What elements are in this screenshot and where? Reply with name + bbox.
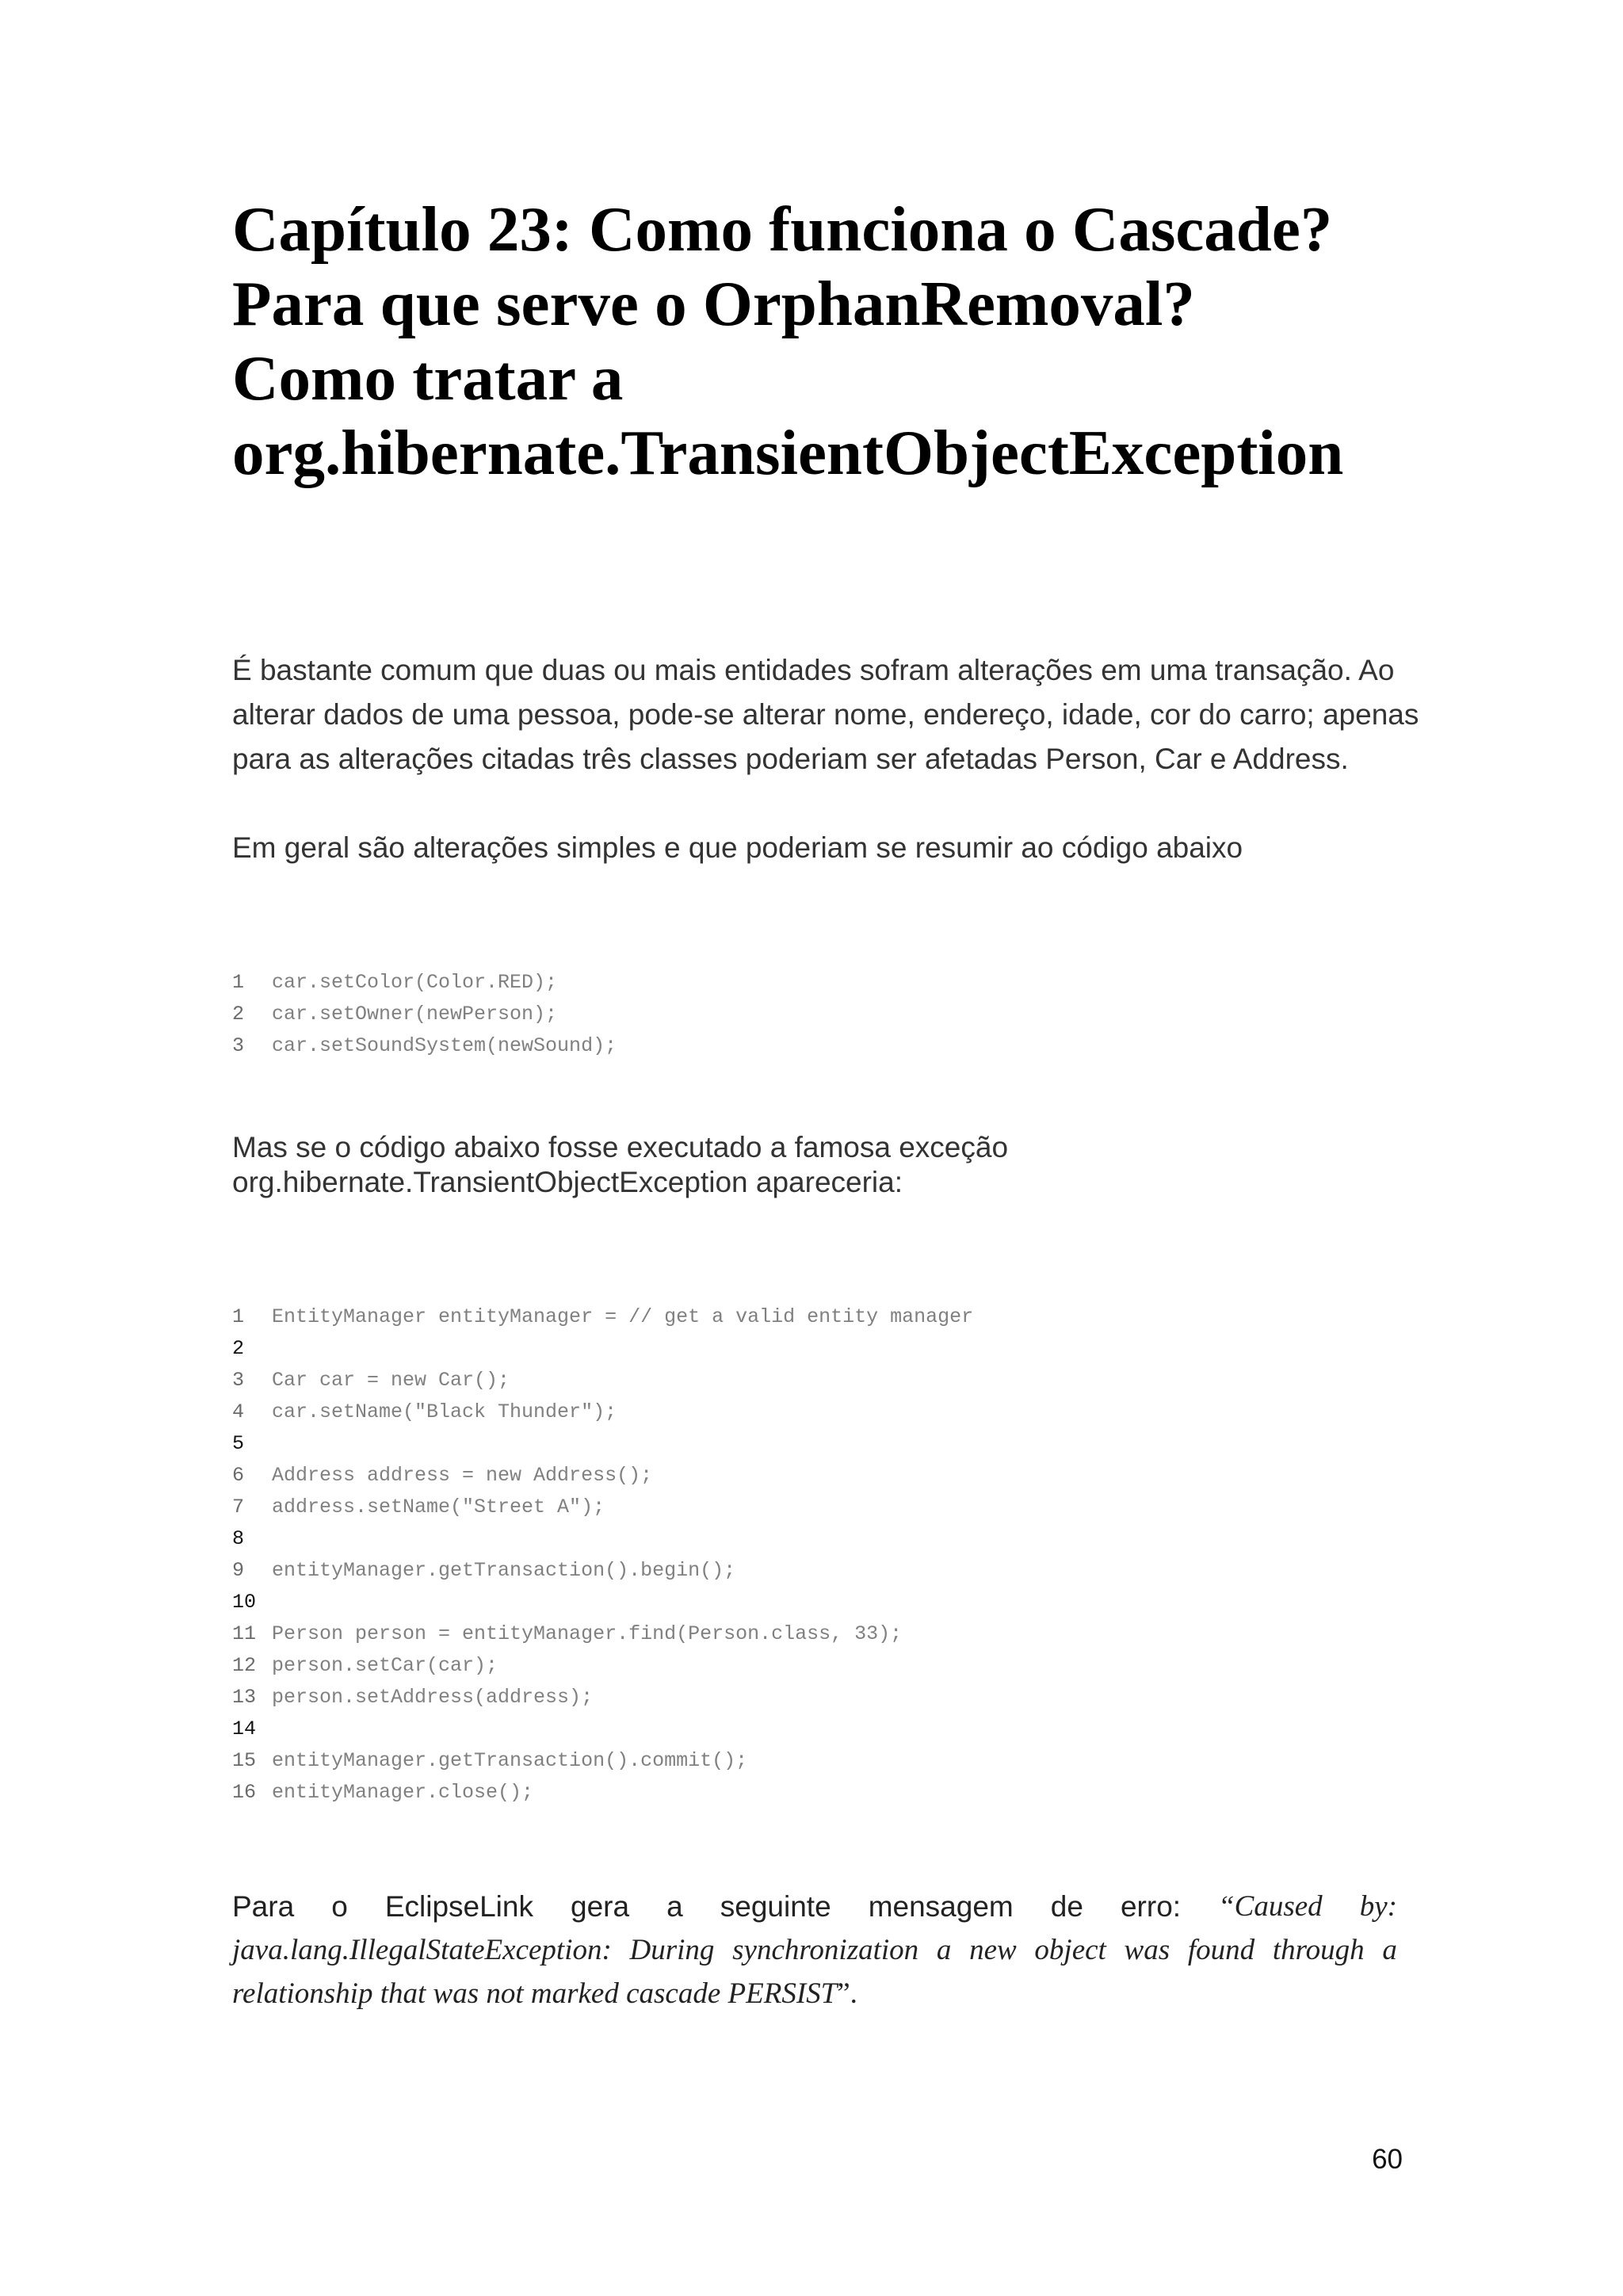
intro-line: para as alterações citadas três classes poderiam ser afetadas Person, Car e Address. (232, 743, 1349, 775)
code-text: EntityManager entityManager = // get a valid entity manager (272, 1305, 974, 1328)
line-number: 12 (232, 1654, 257, 1677)
quoted-word: “Caused (1218, 1890, 1323, 1923)
quoted-word: synchronization (732, 1934, 919, 1966)
code2-line (232, 1682, 1397, 1713)
line-number: 2 (232, 1337, 245, 1360)
quoted-word: found (1187, 1934, 1255, 1966)
intro-line: alterar dados de uma pessoa, pode-se alterar nome, endereço, idade, cor do carro; apenas (232, 698, 1419, 731)
code2-line (232, 1301, 1397, 1333)
code-text: car.setOwner(newPerson); (272, 1003, 558, 1026)
chapter-title (232, 192, 1421, 490)
code-text: car.setName("Black Thunder"); (272, 1400, 617, 1423)
code2-line (232, 1333, 1397, 1365)
code-text: Address address = new Address(); (272, 1464, 653, 1487)
line-number: 9 (232, 1559, 245, 1582)
eclipselink-line-3 (232, 1972, 1397, 2015)
line-number: 1 (232, 971, 245, 994)
line-number: 6 (232, 1464, 245, 1487)
sentence-word: mensagem (868, 1890, 1014, 1923)
line-number: 13 (232, 1686, 257, 1709)
code2-line (232, 1492, 1397, 1523)
intro-line: É bastante comum que duas ou mais entidades sofram alterações em uma transação. Ao (232, 654, 1395, 686)
code1-line (232, 1030, 1397, 1062)
code2-line (232, 1777, 1397, 1809)
code-text: person.setCar(car); (272, 1654, 498, 1677)
error-message-italic: relationship that was not marked cascade PERSIST (232, 1977, 838, 2010)
line-number: 5 (232, 1432, 245, 1455)
quoted-word: was (1124, 1934, 1170, 1966)
code2-line (232, 1460, 1397, 1492)
code2-line (232, 1650, 1397, 1682)
chapter-title-line: Capítulo 23: Como funciona o Cascade? (232, 193, 1333, 265)
code-text: car.setColor(Color.RED); (272, 971, 558, 994)
line-number: 10 (232, 1591, 257, 1614)
exception-intro-paragraph (232, 1130, 1397, 1200)
chapter-title-line: Como tratar a (232, 342, 624, 414)
line-number: 7 (232, 1496, 245, 1519)
line-number: 16 (232, 1781, 257, 1804)
code2-line (232, 1365, 1397, 1396)
sentence-word: a (666, 1890, 683, 1923)
code-block-transient-exception (232, 1301, 1397, 1809)
sentence-word: o (331, 1890, 348, 1923)
code-text: entityManager.close(); (272, 1781, 534, 1804)
code2-line (232, 1713, 1397, 1745)
code1-line (232, 967, 1397, 999)
code2-line (232, 1555, 1397, 1587)
line-number: 3 (232, 1369, 245, 1392)
quoted-word: by: (1359, 1890, 1397, 1923)
code2-line (232, 1618, 1397, 1650)
sentence-word: EclipseLink (384, 1890, 533, 1923)
intro-paragraph (232, 648, 1419, 781)
code-text: Person person = entityManager.find(Person.class, 33); (272, 1622, 903, 1645)
eclipselink-line-2 (232, 1928, 1397, 1972)
code2-line (232, 1745, 1397, 1777)
line-number: 2 (232, 1003, 245, 1026)
line-number: 14 (232, 1717, 257, 1740)
sentence-word: erro: (1120, 1890, 1182, 1923)
summary-paragraph: Em geral são alterações simples e que poderiam se resumir ao código abaixo (232, 831, 1243, 864)
code2-line (232, 1587, 1397, 1618)
exception-intro-line: org.hibernate.TransientObjectException apareceria: (232, 1166, 903, 1198)
line-number: 1 (232, 1305, 245, 1328)
line-number: 15 (232, 1749, 257, 1772)
code-text: entityManager.getTransaction().commit(); (272, 1749, 748, 1772)
code2-line (232, 1523, 1397, 1555)
chapter-title-line: org.hibernate.TransientObjectException (232, 417, 1344, 488)
code-text: Car car = new Car(); (272, 1369, 510, 1392)
code2-line (232, 1396, 1397, 1428)
quoted-word: through (1272, 1934, 1365, 1966)
quoted-word: object (1034, 1934, 1106, 1966)
quoted-word: a (936, 1934, 952, 1966)
sentence-word: de (1050, 1890, 1083, 1923)
line-number: 4 (232, 1400, 245, 1423)
exception-intro-line: Mas se o código abaixo fosse executado a famosa exceção (232, 1131, 1009, 1163)
line-number: 8 (232, 1527, 245, 1550)
code-text: car.setSoundSystem(newSound); (272, 1034, 617, 1057)
code1-line (232, 999, 1397, 1030)
closing-quote: ”. (837, 1977, 857, 2010)
code-text: person.setAddress(address); (272, 1686, 594, 1709)
code-text: entityManager.getTransaction().begin(); (272, 1559, 736, 1582)
eclipselink-error-paragraph (232, 1885, 1397, 2015)
page-number: 60 (1372, 2144, 1403, 2175)
quoted-word: java.lang.IllegalStateException: (232, 1934, 612, 1966)
chapter-title-line: Para que serve o OrphanRemoval? (232, 268, 1195, 339)
code-block-simple-changes (232, 967, 1397, 1062)
sentence-word: seguinte (720, 1890, 831, 1923)
quoted-word: new (969, 1934, 1017, 1966)
code2-line (232, 1428, 1397, 1460)
sentence-word: gera (571, 1890, 630, 1923)
line-number: 3 (232, 1034, 245, 1057)
eclipselink-line-1 (232, 1885, 1397, 1928)
quoted-word: a (1382, 1934, 1397, 1966)
code-text: address.setName("Street A"); (272, 1496, 605, 1519)
line-number: 11 (232, 1622, 257, 1645)
sentence-word: Para (232, 1890, 295, 1923)
quoted-word: During (629, 1934, 715, 1966)
